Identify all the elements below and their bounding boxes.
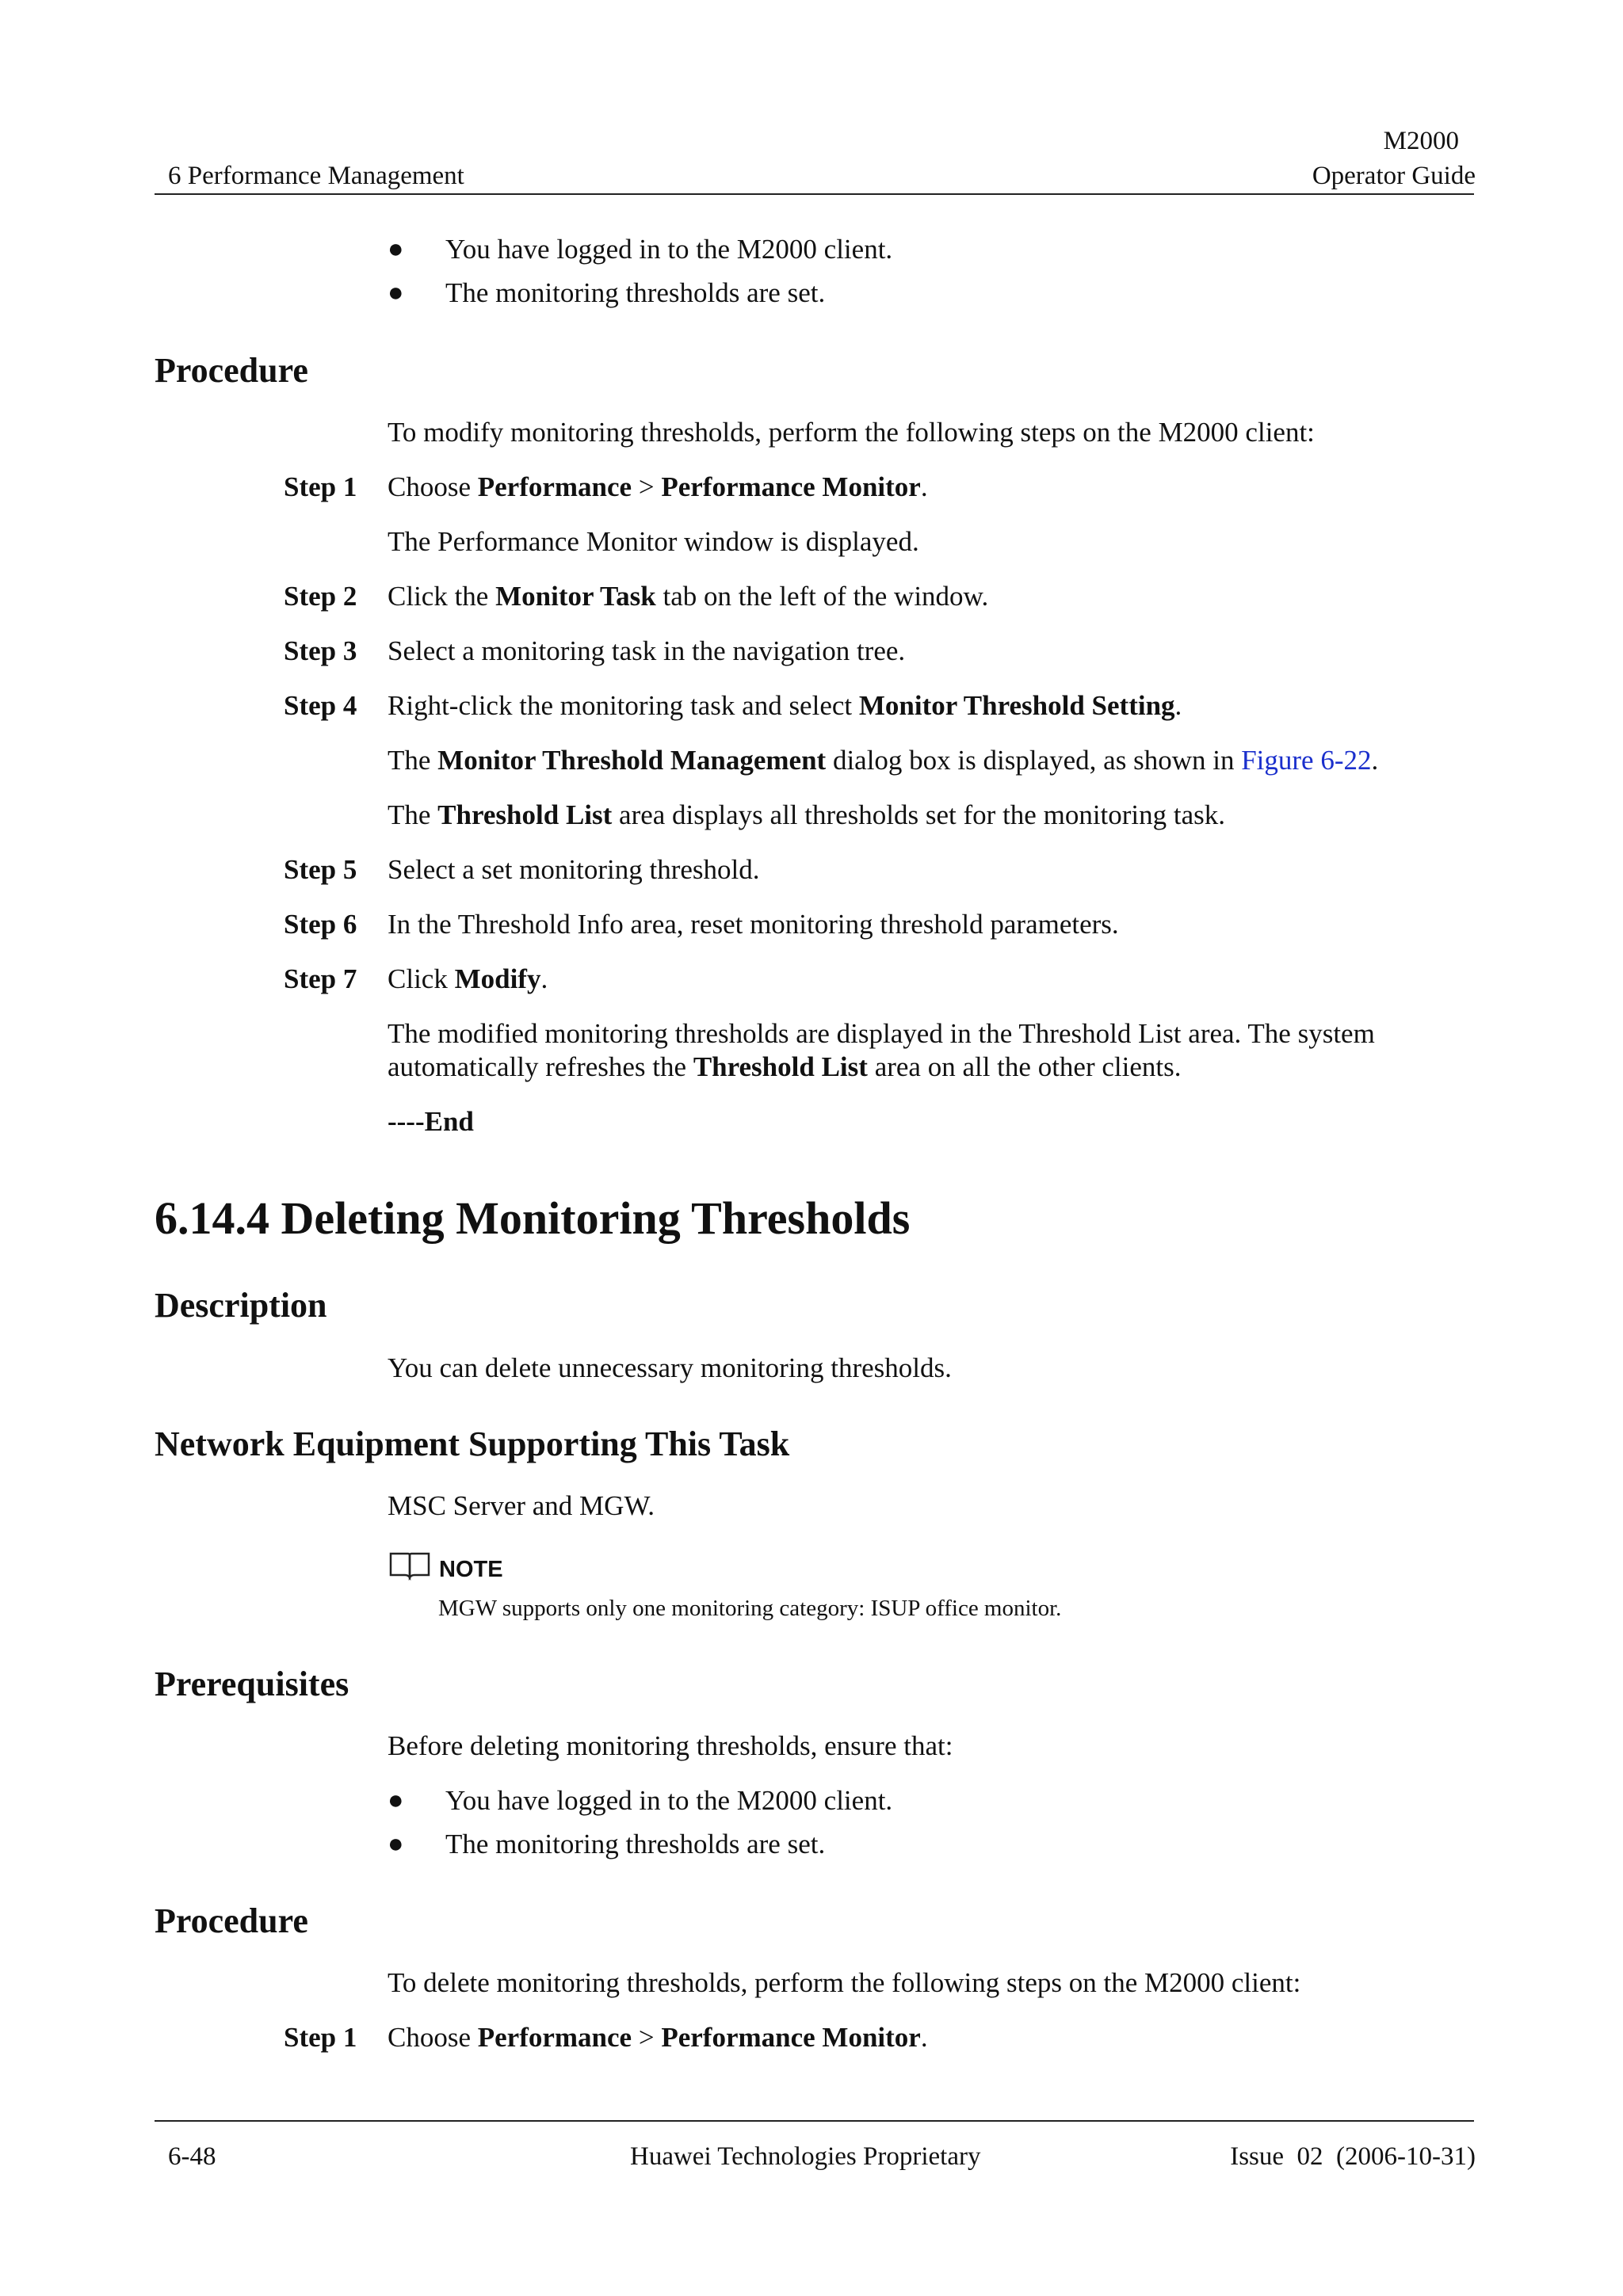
header-doc-type: Operator Guide [1312,162,1476,190]
step-text: Click Modify. [388,963,548,994]
step-label: Step 3 [284,635,357,666]
step-text: Choose Performance > Performance Monitor. [388,2022,928,2053]
step-result: The modified monitoring thresholds are displayed in the Threshold List area. The system automatically refreshes the Threshold List area on all the other clients. [388,1018,1375,1082]
header-product: M2000 [1383,127,1459,155]
step-text: Choose Performance > Performance Monitor. [388,471,928,502]
step-text: In the Threshold Info area, reset monitoring threshold parameters. [388,909,1119,940]
step-label: Step 7 [284,963,357,994]
note-label: NOTE [439,1557,503,1582]
step-label: Step 5 [284,854,357,885]
prerequisites-heading: Prerequisites [155,1665,349,1703]
equipment-heading: Network Equipment Supporting This Task [155,1425,790,1463]
book-icon [388,1549,432,1581]
step-text: Select a set monitoring threshold. [388,854,760,885]
figure-link[interactable]: Figure 6-22 [1241,745,1372,776]
procedure-heading: Procedure [155,1901,308,1940]
step-label: Step 2 [284,581,357,612]
equipment-text: MSC Server and MGW. [388,1490,655,1521]
prerequisites-intro: Before deleting monitoring thresholds, ensure that: [388,1730,953,1761]
footer-issue: Issue 02 (2006-10-31) [1230,2142,1476,2171]
step-label: Step 1 [284,471,357,502]
note-text: MGW supports only one monitoring category: ISUP office monitor. [438,1596,1062,1621]
step-text: Right-click the monitoring task and select Monitor Threshold Setting. [388,690,1182,721]
page-number: 6-48 [168,2142,216,2171]
step-label: Step 4 [284,690,357,721]
footer-center: Huawei Technologies Proprietary [630,2142,981,2171]
step-text: Click the Monitor Task tab on the left of the window. [388,581,989,612]
description-text: You can delete unnecessary monitoring thresholds. [388,1352,952,1383]
header-rule [155,193,1474,195]
step-result: The Performance Monitor window is displayed. [388,526,919,557]
step-text: Select a monitoring task in the navigation tree. [388,635,906,666]
bullet-icon: ● [388,235,404,264]
description-heading: Description [155,1286,327,1325]
procedure-heading: Procedure [155,351,308,390]
step-label: Step 6 [284,909,357,940]
procedure-intro: To delete monitoring thresholds, perform the following steps on the M2000 client: [388,1967,1301,1998]
header-chapter: 6 Performance Management [168,162,464,190]
step-result: The Monitor Threshold Management dialog box is displayed, as shown in Figure 6-22. [388,745,1379,776]
bullet-icon: ● [388,1786,404,1815]
procedure-intro: To modify monitoring thresholds, perform the following steps on the M2000 client: [388,417,1315,448]
footer-rule [155,2120,1474,2122]
step-result: The Threshold List area displays all thresholds set for the monitoring task. [388,799,1226,830]
step-label: Step 1 [284,2022,357,2053]
procedure-end: ----End [388,1106,474,1137]
section-title: 6.14.4 Deleting Monitoring Thresholds [155,1192,911,1244]
bullet-icon: ● [388,278,404,307]
bullet-icon: ● [388,1829,404,1859]
